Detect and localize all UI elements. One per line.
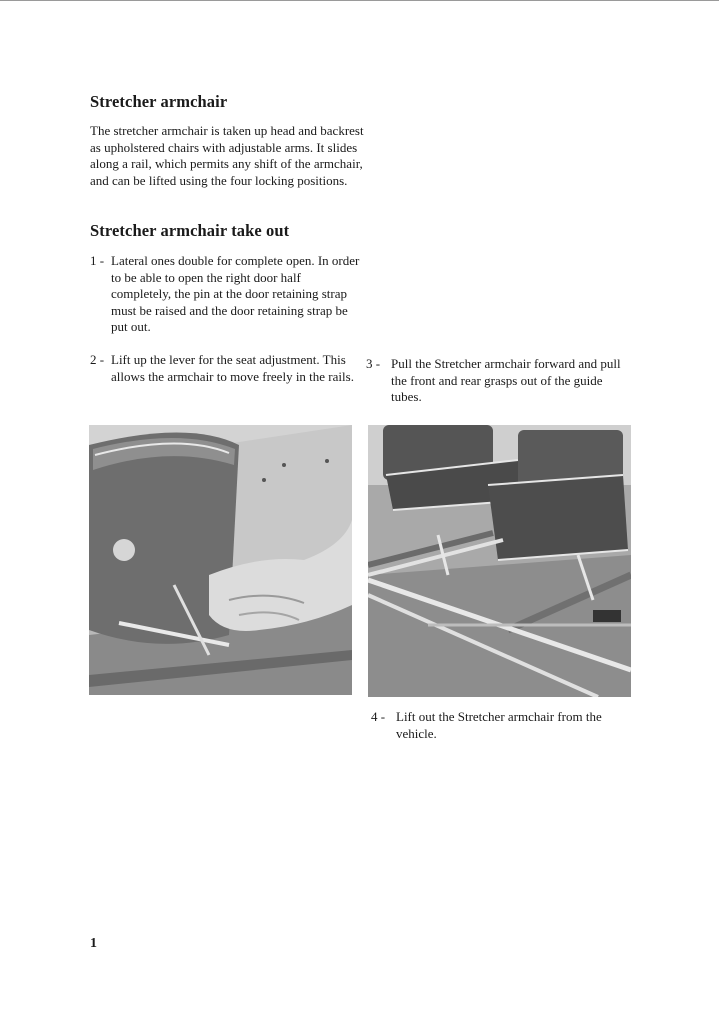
- step-2: [90, 352, 364, 385]
- step-3: [366, 356, 634, 406]
- top-rule: [0, 0, 719, 1]
- intro-paragraph: The stretcher armchair is taken up head and backrest as upholstered chairs with adjustable arms. It slides along a rail, which permits any shift of the armchair, and can be lifted using the four locking positions.: [90, 123, 364, 188]
- photo-armchair-rails: [368, 425, 631, 697]
- step-2-text: Lift up the lever for the seat adjustment. This allows the armchair to move freely in the rails.: [111, 352, 354, 384]
- step-3-text: Pull the Stretcher armchair forward and pull the front and rear grasps out of the guide tubes.: [391, 356, 621, 404]
- photo-lever-adjustment: [89, 425, 352, 695]
- step-4: [371, 709, 633, 742]
- heading-stretcher-armchair: Stretcher armchair: [90, 92, 228, 111]
- heading-take-out: Stretcher armchair take out: [90, 221, 290, 240]
- step-1-text: Lateral ones double for complete open. In order to be able to open the right door half completely, the pin at the door retaining strap must be raised and the door retaining strap be put out.: [111, 253, 360, 334]
- step-4-number: 4 -: [371, 709, 386, 724]
- step-1: [90, 253, 362, 336]
- step-1-number: 1 -: [90, 253, 105, 268]
- page-number: 1: [90, 936, 97, 951]
- step-4-text: Lift out the Stretcher armchair from the vehicle.: [396, 709, 602, 741]
- step-2-number: 2 -: [90, 352, 105, 367]
- step-3-number: 3 -: [366, 356, 381, 371]
